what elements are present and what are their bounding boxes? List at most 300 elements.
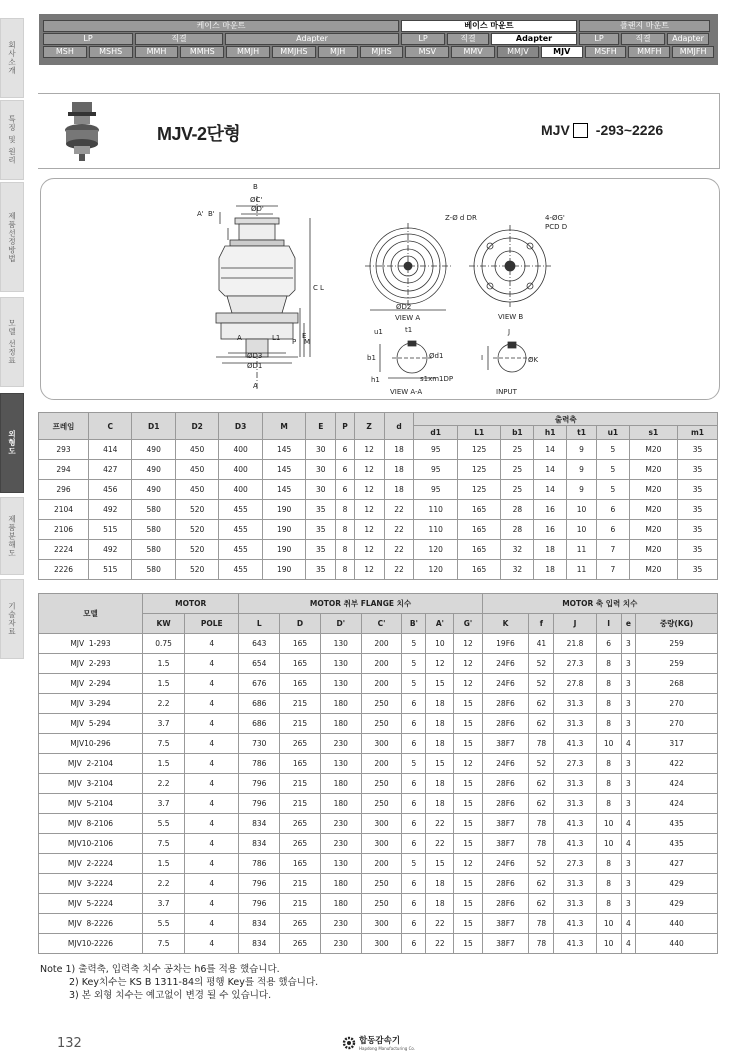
label-l: L	[320, 284, 324, 292]
table-cell: 180	[320, 874, 361, 894]
nav-model-mmjfh[interactable]: MMJFH	[672, 46, 714, 58]
label-b-prime: B'	[208, 210, 215, 218]
table-cell: 1.5	[143, 854, 185, 874]
table-cell: MJV 3-2224	[39, 874, 143, 894]
model-code-range: -293~2226	[595, 122, 664, 138]
table-cell: 125	[457, 480, 500, 500]
table-cell: 24F6	[482, 854, 529, 874]
company-logo	[342, 1034, 415, 1051]
table-cell: 41	[529, 634, 554, 654]
table-cell: 250	[361, 794, 402, 814]
table-cell: 4	[621, 914, 636, 934]
table-cell: 2224	[39, 540, 89, 560]
table-cell: 5	[596, 480, 629, 500]
table-row	[39, 794, 718, 814]
nav-model-mmh[interactable]: MMH	[135, 46, 179, 58]
table-cell: M20	[629, 540, 677, 560]
table-cell: 4	[185, 654, 239, 674]
table-cell: 3.7	[143, 714, 185, 734]
label-j: J	[508, 328, 511, 336]
label-4-g-prime: 4-ØG'	[545, 214, 565, 222]
table-row	[39, 714, 718, 734]
table-cell: 25	[501, 440, 534, 460]
table-cell: 422	[636, 754, 718, 774]
nav-model-mmfh[interactable]: MMFH	[628, 46, 670, 58]
table-cell: 7	[596, 540, 629, 560]
th-motor-input: MOTOR 축 입력 치수	[482, 594, 717, 614]
table-cell: 28	[501, 500, 534, 520]
table-cell: 15	[454, 894, 482, 914]
table-cell: 21.8	[554, 634, 596, 654]
nav-model-mmhs[interactable]: MMHS	[180, 46, 224, 58]
table-cell: 6	[336, 460, 354, 480]
table-cell: 15	[454, 714, 482, 734]
th-d: d	[384, 413, 414, 440]
label-a-prime: A'	[197, 210, 204, 218]
label-d2: ØD2	[396, 303, 412, 311]
table-cell: 32	[501, 560, 534, 580]
nav-flange-lp[interactable]: LP	[579, 33, 619, 45]
label-view-a: VIEW A	[395, 314, 421, 322]
table-cell: MJV 2-293	[39, 654, 143, 674]
table-cell: 450	[175, 460, 218, 480]
nav-model-mjv[interactable]: MJV	[541, 46, 583, 58]
table-cell: 14	[534, 460, 567, 480]
table-cell: 145	[262, 460, 305, 480]
table-cell: 3	[621, 874, 636, 894]
side-tab-1[interactable]	[0, 18, 24, 98]
table-cell: 18	[426, 874, 454, 894]
table-cell: 215	[280, 894, 321, 914]
table-cell: 95	[414, 460, 457, 480]
company-name-en: Hapdong Manufacturing Co.	[359, 1046, 416, 1051]
table-cell: 125	[457, 440, 500, 460]
table-row	[39, 754, 718, 774]
table-cell: 18	[384, 440, 414, 460]
table-cell: 30	[306, 460, 336, 480]
table-cell: 9	[567, 440, 597, 460]
table-cell: 8	[596, 654, 621, 674]
table-cell: 834	[239, 914, 280, 934]
table-cell: 3	[621, 794, 636, 814]
th-d3: D3	[219, 413, 262, 440]
table-cell: 38F7	[482, 834, 529, 854]
table-cell: 9	[567, 460, 597, 480]
table-cell: 400	[219, 440, 262, 460]
table-cell: 110	[414, 500, 457, 520]
table-cell: 6	[402, 734, 426, 754]
nav-model-mmv[interactable]: MMV	[451, 46, 495, 58]
table-cell: 4	[621, 734, 636, 754]
table-cell: 14	[534, 440, 567, 460]
table-cell: 4	[185, 774, 239, 794]
table-cell: 200	[361, 854, 402, 874]
table-cell: 62	[529, 794, 554, 814]
table-cell: 62	[529, 774, 554, 794]
side-tab-2[interactable]	[0, 100, 24, 180]
table-cell: 4	[621, 814, 636, 834]
label-pcd: PCD D	[545, 223, 568, 231]
table-cell: 165	[457, 560, 500, 580]
table-row	[39, 854, 718, 874]
table-cell: 7.5	[143, 734, 185, 754]
nav-case-lp[interactable]: LP	[43, 33, 133, 45]
table-cell: 520	[175, 560, 218, 580]
nav-model-msv[interactable]: MSV	[405, 46, 449, 58]
table-row	[39, 500, 718, 520]
label-m: M	[304, 338, 311, 346]
table-cell: 230	[320, 914, 361, 934]
nav-model-mmjhs[interactable]: MMJHS	[272, 46, 316, 58]
table-cell: 180	[320, 694, 361, 714]
table-cell: 200	[361, 634, 402, 654]
table-cell: 317	[636, 734, 718, 754]
table-cell: 62	[529, 694, 554, 714]
table-cell: 296	[39, 480, 89, 500]
table-cell: 8	[336, 540, 354, 560]
table-cell: 429	[636, 894, 718, 914]
table-cell: 35	[678, 540, 718, 560]
table-cell: 215	[280, 774, 321, 794]
table-cell: 30	[306, 480, 336, 500]
table-cell: 78	[529, 734, 554, 754]
th-d1: D1	[132, 413, 175, 440]
nav-model-mjhs[interactable]: MJHS	[360, 46, 404, 58]
notes	[40, 963, 318, 1002]
nav-model-mmjv[interactable]: MMJV	[497, 46, 539, 58]
table-cell: 4	[185, 934, 239, 954]
model-table-body	[39, 634, 718, 954]
table-cell: 8	[336, 500, 354, 520]
table-cell: 4	[185, 634, 239, 654]
table-cell: 12	[354, 500, 384, 520]
table-cell: 424	[636, 794, 718, 814]
table-cell: 12	[426, 654, 454, 674]
label-l1: L1	[272, 334, 281, 342]
table-cell: 490	[132, 480, 175, 500]
table-cell: 293	[39, 440, 89, 460]
nav-case-mount[interactable]: 케이스 마운트	[43, 20, 399, 32]
table-cell: 8	[596, 714, 621, 734]
table-cell: 41.3	[554, 834, 596, 854]
label-d-prime: ØD'	[251, 205, 264, 213]
label-input: INPUT	[496, 388, 517, 396]
table-cell: 38F7	[482, 934, 529, 954]
table-row	[39, 894, 718, 914]
label-u1: u1	[374, 328, 383, 336]
table-cell: 15	[426, 754, 454, 774]
table-cell: 3.7	[143, 894, 185, 914]
label-d3: ØD3	[247, 352, 263, 360]
table-cell: 28F6	[482, 774, 529, 794]
table-cell: 429	[636, 874, 718, 894]
table-cell: 190	[262, 500, 305, 520]
table-cell: 30	[306, 440, 336, 460]
table-cell: 52	[529, 654, 554, 674]
table-cell: 165	[280, 674, 321, 694]
table-cell: 2.2	[143, 694, 185, 714]
table-cell: 300	[361, 814, 402, 834]
nav-flange-adapter[interactable]: Adapter	[667, 33, 709, 45]
table-cell: 78	[529, 934, 554, 954]
table-cell: 300	[361, 734, 402, 754]
table-row	[39, 934, 718, 954]
nav-model-mjh[interactable]: MJH	[318, 46, 358, 58]
table-cell: 8	[596, 794, 621, 814]
table-cell: 834	[239, 814, 280, 834]
table-cell: 6	[596, 634, 621, 654]
table-cell: 250	[361, 874, 402, 894]
th-motor-flange: MOTOR 취부 FLANGE 치수	[239, 594, 482, 614]
table-cell: 6	[336, 440, 354, 460]
table-cell: 10	[596, 814, 621, 834]
nav-row-models	[43, 46, 714, 58]
table-cell: 5	[596, 440, 629, 460]
side-tab-label: 외형도	[7, 430, 17, 456]
nav-model-msfh[interactable]: MSFH	[585, 46, 627, 58]
table-cell: 427	[636, 854, 718, 874]
table-cell: 786	[239, 754, 280, 774]
table-cell: 580	[132, 500, 175, 520]
th-b1: b1	[501, 426, 534, 440]
th-m: M	[262, 413, 305, 440]
th-sub: POLE	[185, 614, 239, 634]
table-cell: 11	[567, 560, 597, 580]
table-cell: 230	[320, 934, 361, 954]
table-cell: 130	[320, 634, 361, 654]
table-cell: 28F6	[482, 694, 529, 714]
table-cell: 265	[280, 914, 321, 934]
table-cell: 215	[280, 694, 321, 714]
table-cell: 41.3	[554, 734, 596, 754]
table-cell: 52	[529, 754, 554, 774]
table-cell: 15	[454, 834, 482, 854]
table-cell: MJV10-296	[39, 734, 143, 754]
th-frame: 프레임	[39, 413, 89, 440]
nav-model-mshs[interactable]: MSHS	[89, 46, 133, 58]
table-cell: 450	[175, 440, 218, 460]
table-cell: 120	[414, 560, 457, 580]
nav-flange-mount[interactable]: 플랜지 마운트	[579, 20, 710, 32]
table-cell: 110	[414, 520, 457, 540]
th-p: P	[336, 413, 354, 440]
table-cell: 200	[361, 754, 402, 774]
table-cell: 19F6	[482, 634, 529, 654]
table-cell: 515	[89, 560, 132, 580]
table-cell: 12	[354, 480, 384, 500]
label-b1: b1	[367, 354, 376, 362]
table-cell: 52	[529, 674, 554, 694]
table-cell: 230	[320, 734, 361, 754]
table-cell: 145	[262, 440, 305, 460]
table-cell: 265	[280, 934, 321, 954]
table-cell: 31.3	[554, 894, 596, 914]
table-row	[39, 914, 718, 934]
table-cell: 294	[39, 460, 89, 480]
table-cell: 1.5	[143, 754, 185, 774]
th-h1: h1	[534, 426, 567, 440]
table-cell: MJV 5-2224	[39, 894, 143, 914]
th-l1: L1	[457, 426, 500, 440]
table-row	[39, 654, 718, 674]
table-cell: 8	[596, 754, 621, 774]
th-sub: e	[621, 614, 636, 634]
table-cell: 270	[636, 714, 718, 734]
table-cell: 455	[219, 500, 262, 520]
table-cell: 9	[567, 480, 597, 500]
note-3: 3) 본 외형 치수는 예고없이 변경 될 수 있습니다.	[69, 990, 272, 1001]
nav-base-adapter[interactable]: Adapter	[491, 33, 577, 45]
table-cell: M20	[629, 480, 677, 500]
th-sub: L	[239, 614, 280, 634]
table-cell: 515	[89, 520, 132, 540]
table-row	[39, 480, 718, 500]
th-sub: G'	[454, 614, 482, 634]
label-view-b: VIEW B	[498, 313, 524, 321]
table-cell: 22	[384, 500, 414, 520]
table-cell: 215	[280, 794, 321, 814]
table-cell: 180	[320, 774, 361, 794]
top-navigation	[39, 14, 718, 65]
table-cell: 14	[534, 480, 567, 500]
table-cell: 35	[678, 480, 718, 500]
table-cell: 190	[262, 520, 305, 540]
th-sub: I	[596, 614, 621, 634]
table-cell: 250	[361, 714, 402, 734]
table-row	[39, 834, 718, 854]
table-cell: 580	[132, 540, 175, 560]
table-cell: 8	[336, 560, 354, 580]
table-cell: 35	[678, 560, 718, 580]
nav-case-adapter[interactable]: Adapter	[225, 33, 399, 45]
table-cell: 5	[402, 674, 426, 694]
table-cell: 796	[239, 894, 280, 914]
table-cell: 18	[534, 560, 567, 580]
table-cell: 1.5	[143, 654, 185, 674]
table-cell: 7	[596, 560, 629, 580]
th-model: 모델	[39, 594, 143, 634]
nav-base-direct[interactable]: 직결	[447, 33, 489, 45]
table-cell: 3	[621, 674, 636, 694]
label-i: I	[481, 354, 484, 362]
table-cell: 52	[529, 854, 554, 874]
table-cell: 22	[384, 520, 414, 540]
table-row	[39, 634, 718, 654]
table-cell: 120	[414, 540, 457, 560]
nav-base-lp[interactable]: LP	[401, 33, 445, 45]
table-cell: 28	[501, 520, 534, 540]
table-row	[39, 874, 718, 894]
table-cell: 18	[384, 460, 414, 480]
table-cell: 145	[262, 480, 305, 500]
table-row	[39, 520, 718, 540]
table-cell: 24F6	[482, 674, 529, 694]
table-cell: 5.5	[143, 814, 185, 834]
table-cell: 300	[361, 834, 402, 854]
th-sub: K	[482, 614, 529, 634]
table-cell: 28F6	[482, 794, 529, 814]
nav-case-direct[interactable]: 직결	[135, 33, 223, 45]
table-cell: MJV 2-294	[39, 674, 143, 694]
nav-model-mmjh[interactable]: MMJH	[226, 46, 270, 58]
th-sub: KW	[143, 614, 185, 634]
nav-base-mount[interactable]: 베이스 마운트	[401, 20, 577, 32]
nav-flange-direct[interactable]: 직결	[621, 33, 665, 45]
table-cell: 62	[529, 714, 554, 734]
side-tab-5[interactable]	[0, 393, 24, 493]
table-cell: 31.3	[554, 874, 596, 894]
label-h1: h1	[371, 376, 380, 384]
table-cell: 215	[280, 874, 321, 894]
table-cell: 78	[529, 834, 554, 854]
table-cell: 35	[306, 560, 336, 580]
table-cell: 3	[621, 714, 636, 734]
th-sub: C'	[361, 614, 402, 634]
table-cell: 22	[426, 814, 454, 834]
side-tab-7[interactable]	[0, 579, 24, 659]
table-cell: 165	[280, 754, 321, 774]
side-tab-3[interactable]	[0, 182, 24, 292]
table-cell: 8	[336, 520, 354, 540]
frame-table-body	[39, 440, 718, 580]
table-cell: MJV10-2226	[39, 934, 143, 954]
table-cell: 18	[534, 540, 567, 560]
side-tab-4[interactable]	[0, 297, 24, 387]
table-cell: 250	[361, 774, 402, 794]
table-cell: 6	[402, 914, 426, 934]
table-cell: MJV 8-2106	[39, 814, 143, 834]
table-cell: MJV 8-2226	[39, 914, 143, 934]
th-output-shaft: 출력축	[414, 413, 718, 426]
table-cell: 796	[239, 794, 280, 814]
table-cell: 31.3	[554, 774, 596, 794]
table-cell: 440	[636, 934, 718, 954]
th-sub: D'	[320, 614, 361, 634]
table-cell: 265	[280, 734, 321, 754]
table-cell: 35	[678, 460, 718, 480]
table-cell: 125	[457, 460, 500, 480]
table-cell: 12	[454, 674, 482, 694]
table-cell: 16	[534, 500, 567, 520]
table-cell: 130	[320, 654, 361, 674]
table-cell: 27.8	[554, 674, 596, 694]
th-c: C	[89, 413, 132, 440]
table-cell: 180	[320, 714, 361, 734]
table-cell: 8	[596, 674, 621, 694]
table-cell: 27.3	[554, 754, 596, 774]
table-cell: 6	[402, 874, 426, 894]
table-cell: 3	[621, 894, 636, 914]
table-cell: 18	[426, 774, 454, 794]
gear-icon	[342, 1036, 356, 1050]
table-cell: 6	[402, 834, 426, 854]
table-row	[39, 440, 718, 460]
table-cell: 676	[239, 674, 280, 694]
table-cell: 38F7	[482, 814, 529, 834]
table-cell: 190	[262, 540, 305, 560]
table-cell: 435	[636, 814, 718, 834]
table-cell: 31.3	[554, 714, 596, 734]
table-cell: 455	[219, 560, 262, 580]
table-cell: 270	[636, 694, 718, 714]
table-cell: 12	[454, 754, 482, 774]
nav-model-msh[interactable]: MSH	[43, 46, 87, 58]
table-cell: 8	[596, 894, 621, 914]
table-cell: 38F7	[482, 914, 529, 934]
table-cell: 130	[320, 854, 361, 874]
table-cell: 1.5	[143, 674, 185, 694]
side-tab-6[interactable]	[0, 497, 24, 575]
